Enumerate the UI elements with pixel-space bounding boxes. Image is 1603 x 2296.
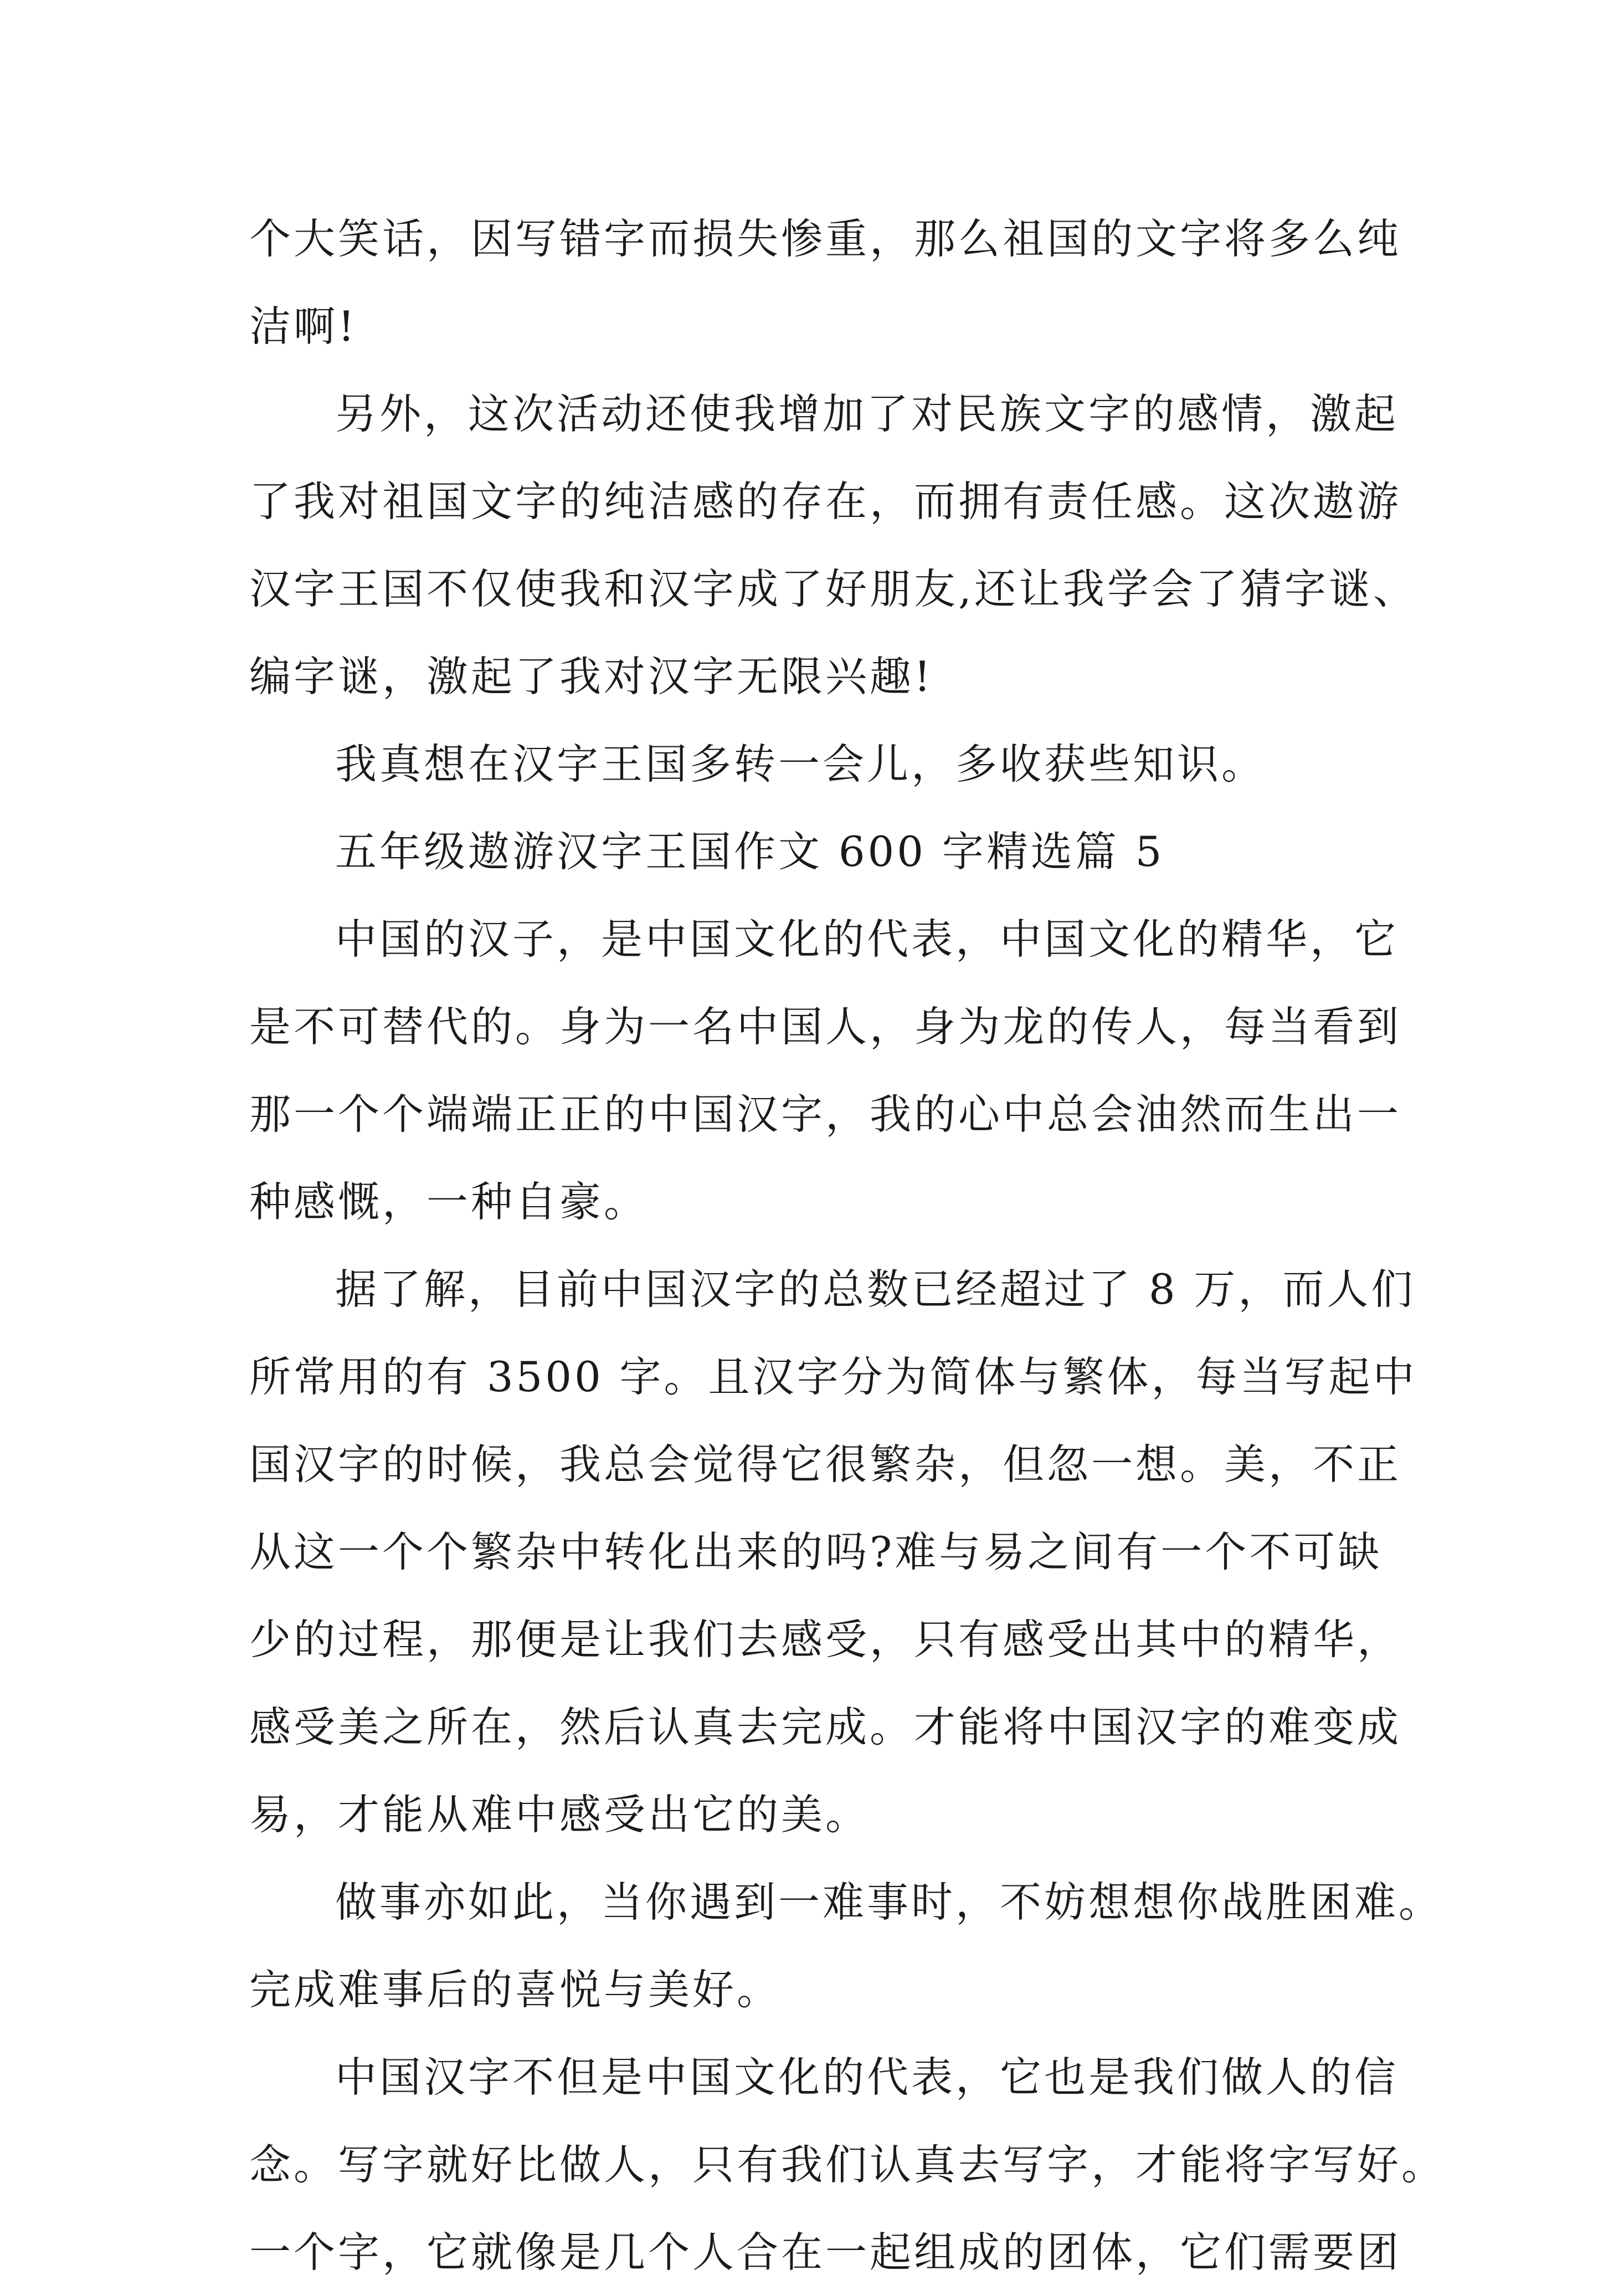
paragraph-start-line: 据了解，目前中国汉字的总数已经超过了 8 万，而人们 xyxy=(335,1265,1416,1314)
body-text xyxy=(249,195,1446,2296)
text-line: 易，才能从难中感受出它的美。 xyxy=(249,1790,870,1839)
text-line: 种感慨，一种自豪。 xyxy=(249,1177,649,1226)
paragraph-start-line: 中国的汉子，是中国文化的代表，中国文化的精华，它 xyxy=(335,915,1399,964)
text-line: 是不可替代的。身为一名中国人，身为龙的传人，每当看到 xyxy=(249,1002,1402,1051)
text-line: 完成难事后的喜悦与美好。 xyxy=(249,1965,782,2014)
text-line: 个大笑话，因写错字而损失惨重，那么祖国的文字将多么纯 xyxy=(249,214,1402,263)
text-line: 所常用的有 3500 字。且汉字分为简体与繁体，每当写起中 xyxy=(249,1352,1417,1401)
paragraph-start-line: 另外，这次活动还使我增加了对民族文字的感情，激起 xyxy=(335,390,1399,438)
paragraph-start-line: 我真想在汉字王国多转一会儿，多收获些知识。 xyxy=(335,740,1266,788)
section-heading: 五年级遨游汉字王国作文 600 字精选篇 5 xyxy=(335,827,1165,876)
text-line: 一个字，它就像是几个人合在一起组成的团体，它们需要团 xyxy=(249,2228,1402,2277)
text-line: 洁啊! xyxy=(249,302,358,351)
text-line: 汉字王国不仅使我和汉字成了好朋友,还让我学会了猜字谜、 xyxy=(249,565,1417,613)
text-line: 从这一个个繁杂中转化出来的吗?难与易之间有一个不可缺 xyxy=(249,1528,1383,1576)
text-line: 了我对祖国文字的纯洁感的存在，而拥有责任感。这次遨游 xyxy=(249,477,1402,526)
text-line: 念。写字就好比做人，只有我们认真去写字，才能将字写好。 xyxy=(249,2140,1446,2189)
text-line: 少的过程，那便是让我们去感受，只有感受出其中的精华， xyxy=(249,1615,1402,1664)
text-line: 感受美之所在，然后认真去完成。才能将中国汉字的难变成 xyxy=(249,1703,1402,1751)
paragraph-start-line: 做事亦如此，当你遇到一难事时，不妨想想你战胜困难。 xyxy=(335,1878,1443,1926)
text-line: 国汉字的时候，我总会觉得它很繁杂，但忽一想。美，不正 xyxy=(249,1440,1402,1489)
text-line: 编字谜，激起了我对汉字无限兴趣! xyxy=(249,652,934,701)
text-line: 那一个个端端正正的中国汉字，我的心中总会油然而生出一 xyxy=(249,1090,1402,1139)
paragraph-start-line: 中国汉字不但是中国文化的代表，它也是我们做人的信 xyxy=(335,2053,1399,2102)
